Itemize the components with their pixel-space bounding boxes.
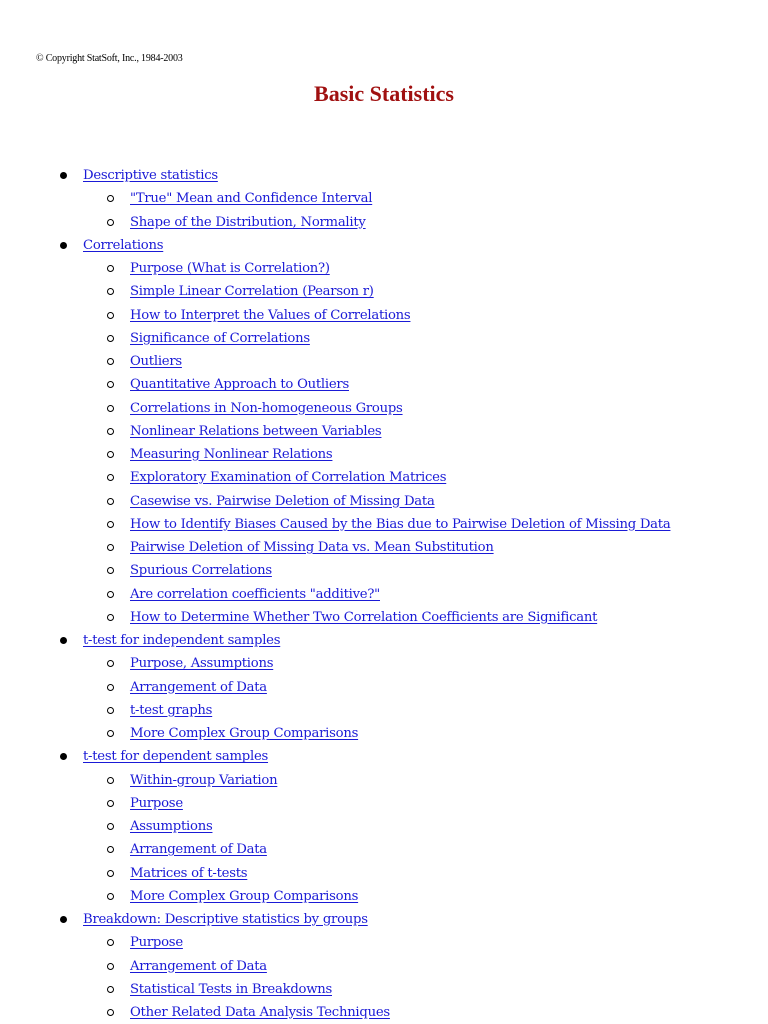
hollow-bullet-icon xyxy=(107,1009,114,1016)
table-of-contents xyxy=(0,166,670,1024)
toc-subsection-link[interactable]: Purpose xyxy=(130,795,183,811)
hollow-bullet-icon xyxy=(107,939,114,946)
hollow-bullet-icon xyxy=(107,498,114,505)
hollow-bullet-icon xyxy=(107,358,114,365)
toc-subsection-item xyxy=(0,678,670,701)
toc-subsection-link[interactable]: "True" Mean and Confidence Interval xyxy=(130,191,373,207)
toc-subsection-item xyxy=(0,306,670,329)
toc-subsection-link[interactable]: Casewise vs. Pairwise Deletion of Missing Data xyxy=(130,493,435,509)
hollow-bullet-icon xyxy=(107,986,114,993)
hollow-bullet-icon xyxy=(107,660,114,667)
hollow-bullet-icon xyxy=(107,195,114,202)
toc-subsection-item xyxy=(0,213,670,236)
toc-subsection-link[interactable]: Arrangement of Data xyxy=(130,842,267,858)
toc-subsection-item xyxy=(0,375,670,398)
toc-subsection-item xyxy=(0,189,670,212)
hollow-bullet-icon xyxy=(107,451,114,458)
toc-subsection-link[interactable]: Nonlinear Relations between Variables xyxy=(130,423,382,439)
toc-subsection-link[interactable]: Correlations in Non-homogeneous Groups xyxy=(130,400,403,416)
toc-subsection-link[interactable]: Outliers xyxy=(130,354,182,369)
toc-subsection-item xyxy=(0,468,670,491)
toc-subsection-link[interactable]: Arrangement of Data xyxy=(130,958,267,974)
hollow-bullet-icon xyxy=(107,544,114,551)
hollow-bullet-icon xyxy=(107,591,114,598)
toc-subsection-link[interactable]: Spurious Correlations xyxy=(130,563,272,579)
toc-subsection-item xyxy=(0,445,670,468)
filled-bullet-icon xyxy=(60,242,67,249)
hollow-bullet-icon xyxy=(107,219,114,226)
hollow-bullet-icon xyxy=(107,963,114,970)
toc-subsection-link[interactable]: Shape of the Distribution, Normality xyxy=(130,214,366,230)
toc-subsection-item xyxy=(0,794,670,817)
hollow-bullet-icon xyxy=(107,893,114,900)
toc-subsection-link[interactable]: Quantitative Approach to Outliers xyxy=(130,377,349,393)
toc-subsection-item xyxy=(0,957,670,980)
hollow-bullet-icon xyxy=(107,823,114,830)
toc-subsection-item xyxy=(0,840,670,863)
hollow-bullet-icon xyxy=(107,846,114,853)
toc-subsection-link[interactable]: How to Determine Whether Two Correlation Coefficients are Significant xyxy=(130,609,598,625)
page-title: Basic Statistics xyxy=(314,81,454,106)
toc-subsection-item xyxy=(0,422,670,445)
filled-bullet-icon xyxy=(60,916,67,923)
toc-section-item xyxy=(0,631,670,654)
toc-subsection-item xyxy=(0,352,670,375)
toc-subsection-link[interactable]: Measuring Nonlinear Relations xyxy=(130,447,333,462)
hollow-bullet-icon xyxy=(107,707,114,714)
toc-subsection-link[interactable]: Arrangement of Data xyxy=(130,679,267,695)
toc-subsection-item xyxy=(0,329,670,352)
toc-subsection-item xyxy=(0,399,670,422)
hollow-bullet-icon xyxy=(107,684,114,691)
toc-section-item xyxy=(0,236,670,259)
toc-subsection-link[interactable]: How to Interpret the Values of Correlations xyxy=(130,307,411,323)
hollow-bullet-icon xyxy=(107,777,114,784)
filled-bullet-icon xyxy=(60,753,67,760)
hollow-bullet-icon xyxy=(107,312,114,319)
hollow-bullet-icon xyxy=(107,405,114,412)
toc-section-link[interactable]: t-test for independent samples xyxy=(83,633,281,648)
filled-bullet-icon xyxy=(60,637,67,644)
toc-subsection-item xyxy=(0,980,670,1003)
toc-subsection-link[interactable]: Significance of Correlations xyxy=(130,330,310,346)
toc-subsection-item xyxy=(0,887,670,910)
toc-subsection-item xyxy=(0,654,670,677)
toc-subsection-item xyxy=(0,864,670,887)
toc-section-link[interactable]: Correlations xyxy=(83,237,164,253)
toc-subsection-link[interactable]: How to Identify Biases Caused by the Bias due to Pairwise Deletion of Missing Data xyxy=(130,516,671,532)
hollow-bullet-icon xyxy=(107,428,114,435)
hollow-bullet-icon xyxy=(107,474,114,481)
toc-subsection-item xyxy=(0,933,670,956)
toc-section-link[interactable]: Breakdown: Descriptive statistics by groups xyxy=(83,912,368,927)
hollow-bullet-icon xyxy=(107,800,114,807)
hollow-bullet-icon xyxy=(107,614,114,621)
toc-subsection-item xyxy=(0,701,670,724)
toc-subsection-link[interactable]: Purpose, Assumptions xyxy=(130,656,274,672)
hollow-bullet-icon xyxy=(107,265,114,272)
copyright-notice: © Copyright StatSoft, Inc., 1984-2003 xyxy=(36,53,183,64)
toc-subsection-link[interactable]: Purpose xyxy=(130,935,183,951)
hollow-bullet-icon xyxy=(107,567,114,574)
toc-subsection-link[interactable]: Matrices of t-tests xyxy=(130,865,248,881)
toc-subsection-link[interactable]: Within-group Variation xyxy=(130,772,278,788)
toc-subsection-link[interactable]: More Complex Group Comparisons xyxy=(130,726,359,741)
toc-section-link[interactable]: t-test for dependent samples xyxy=(83,749,269,765)
hollow-bullet-icon xyxy=(107,335,114,342)
toc-subsection-link[interactable]: Assumptions xyxy=(130,819,213,834)
toc-subsection-link[interactable]: Are correlation coefficients "additive?" xyxy=(130,586,380,602)
toc-subsection-link[interactable]: Simple Linear Correlation (Pearson r) xyxy=(130,284,374,300)
toc-subsection-item xyxy=(0,1003,670,1024)
toc-section-item xyxy=(0,166,670,189)
toc-subsection-link[interactable]: t-test graphs xyxy=(130,702,213,718)
toc-subsection-item xyxy=(0,561,670,584)
toc-subsection-item xyxy=(0,492,670,515)
toc-subsection-link[interactable]: Statistical Tests in Breakdowns xyxy=(130,981,332,997)
hollow-bullet-icon xyxy=(107,288,114,295)
toc-subsection-item xyxy=(0,724,670,747)
toc-section-item xyxy=(0,910,670,933)
toc-subsection-link[interactable]: Purpose (What is Correlation?) xyxy=(130,261,330,276)
hollow-bullet-icon xyxy=(107,730,114,737)
hollow-bullet-icon xyxy=(107,381,114,388)
toc-section-link[interactable]: Descriptive statistics xyxy=(83,168,218,183)
toc-subsection-item xyxy=(0,585,670,608)
toc-subsection-item xyxy=(0,817,670,840)
filled-bullet-icon xyxy=(60,172,67,179)
toc-subsection-link[interactable]: Pairwise Deletion of Missing Data vs. Mean Substitution xyxy=(130,540,494,555)
toc-subsection-link[interactable]: More Complex Group Comparisons xyxy=(130,888,359,904)
toc-subsection-item xyxy=(0,771,670,794)
toc-subsection-item xyxy=(0,608,670,631)
toc-section-item xyxy=(0,747,670,770)
hollow-bullet-icon xyxy=(107,870,114,877)
hollow-bullet-icon xyxy=(107,521,114,528)
toc-subsection-item xyxy=(0,515,670,538)
toc-subsection-link[interactable]: Exploratory Examination of Correlation Matrices xyxy=(130,470,447,486)
toc-subsection-item xyxy=(0,538,670,561)
toc-subsection-item xyxy=(0,259,670,282)
toc-subsection-link[interactable]: Other Related Data Analysis Techniques xyxy=(130,1005,390,1020)
toc-subsection-item xyxy=(0,282,670,305)
